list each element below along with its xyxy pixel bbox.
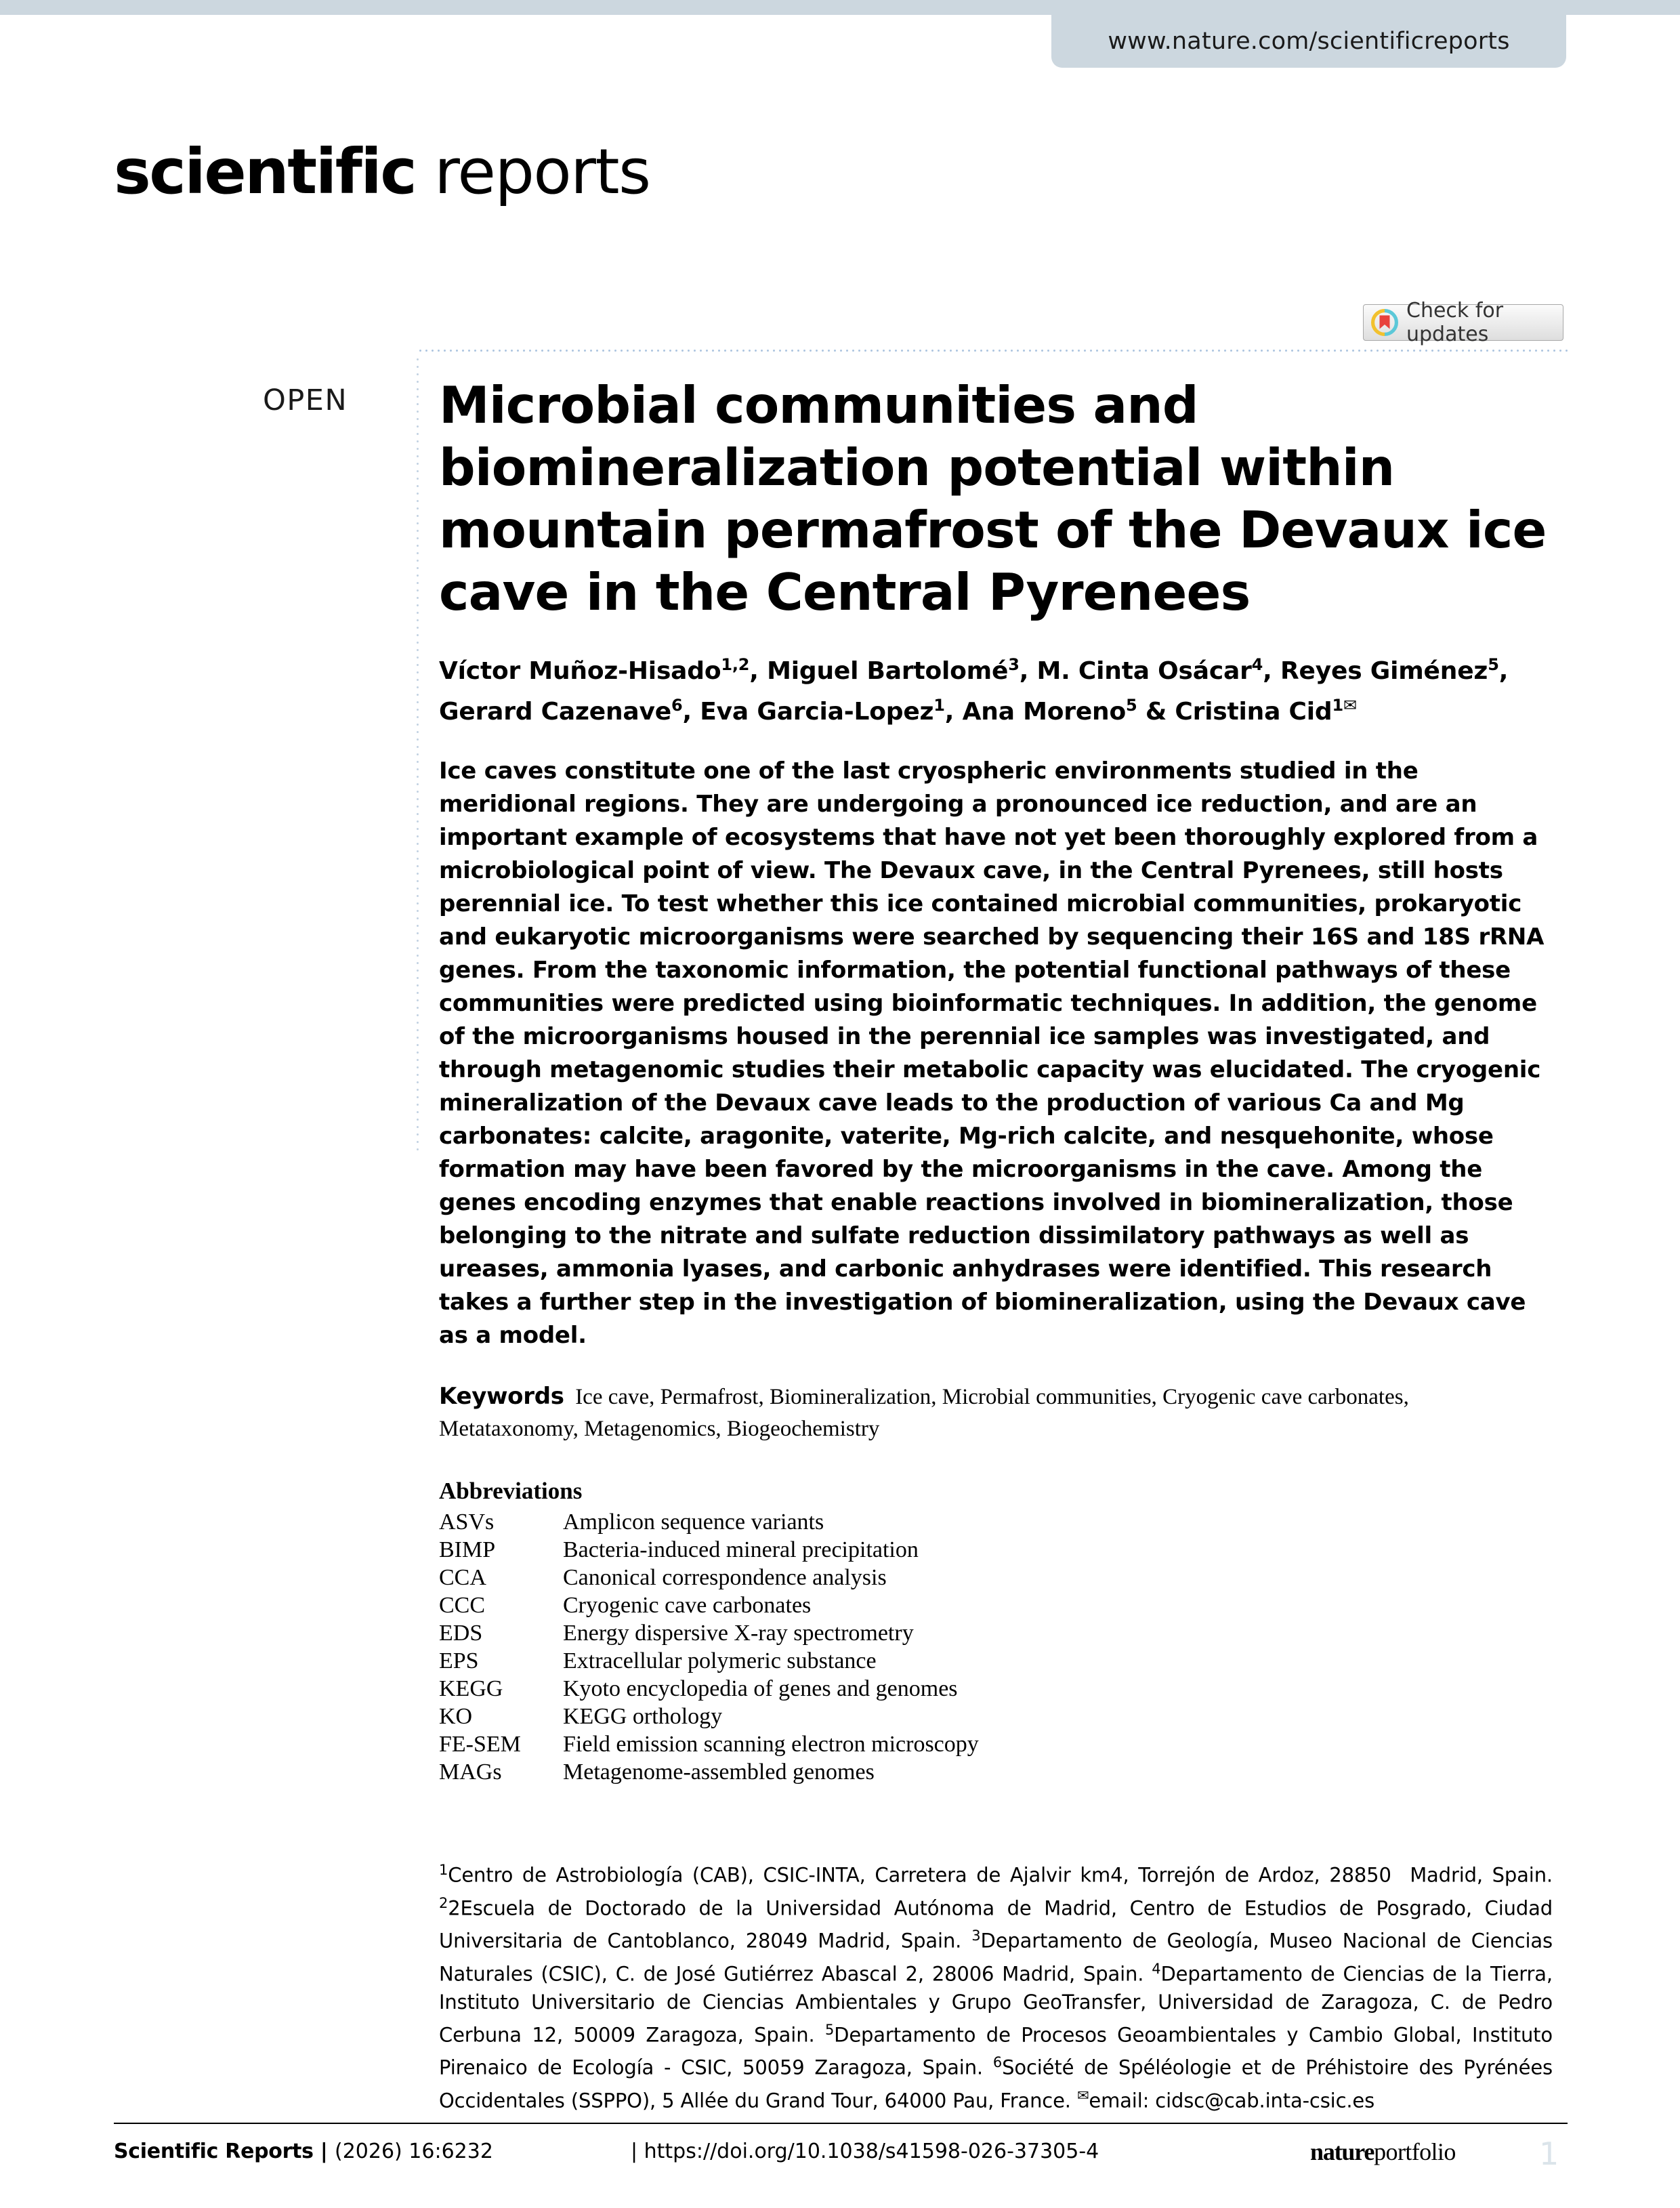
banner-top-fill xyxy=(0,0,1680,15)
abbreviations-table-body xyxy=(439,1508,979,1786)
check-for-updates-label: Check for updates xyxy=(1406,299,1504,346)
abbreviation-key: BIMP xyxy=(439,1537,496,1562)
footer-doi-link[interactable]: | https://doi.org/10.1038/s41598-026-37305-4 xyxy=(631,2140,1099,2163)
journal-url-banner xyxy=(1051,15,1566,68)
page-title: Microbial communities and biomineralization potential within mountain permafrost of the Devaux ice cave in the Central Pyrenees xyxy=(439,375,1547,622)
abbreviation-key: MAGs xyxy=(439,1759,502,1785)
abbreviation-row xyxy=(439,1564,979,1591)
abbreviation-value: Kyoto encyclopedia of genes and genomes xyxy=(563,1676,958,1701)
abbreviation-key: KEGG xyxy=(439,1676,503,1701)
abbreviation-row xyxy=(439,1758,979,1786)
abbreviations-section xyxy=(439,1478,1550,1786)
abbreviation-key: CCC xyxy=(439,1593,486,1618)
abbreviation-value: Field emission scanning electron microscopy xyxy=(563,1732,979,1757)
journal-url-text: www.nature.com/scientificreports xyxy=(1108,28,1510,55)
abbreviation-value: Energy dispersive X-ray spectrometry xyxy=(563,1621,914,1646)
open-access-label: OPEN xyxy=(263,383,348,417)
abbreviation-value: KEGG orthology xyxy=(563,1704,723,1729)
abbreviation-value: Canonical correspondence analysis xyxy=(563,1565,887,1590)
abbreviation-value: Bacteria-induced mineral precipitation xyxy=(563,1537,919,1562)
check-for-updates-button[interactable] xyxy=(1363,299,1563,346)
sidebar-dotted-rule xyxy=(417,356,419,1152)
abbreviation-row xyxy=(439,1591,979,1619)
abbreviation-row xyxy=(439,1703,979,1730)
abbreviation-key: EPS xyxy=(439,1648,479,1673)
journal-logo-bold: scientific xyxy=(114,136,416,208)
keywords-heading: Keywords xyxy=(439,1383,564,1410)
page-footer xyxy=(114,2136,1591,2173)
nature-portfolio-logo-light: portfolio xyxy=(1374,2138,1456,2165)
abbreviation-value: Metagenome-assembled genomes xyxy=(563,1759,875,1785)
article-header xyxy=(439,374,1550,1786)
header-dotted-rule xyxy=(417,350,1569,352)
nature-portfolio-logo-bold: nature xyxy=(1310,2138,1374,2165)
nature-portfolio-logo xyxy=(1310,2138,1456,2166)
affiliations-text: $^1$Centro de Astrobiología (CAB), CSIC-INTA, Carretera de Ajalvir km4, Torrejón de Ardoz, 28850 Madrid, Spain. $^2$2Escuela de Doctorado de la Universidad Autónoma de Madrid, Centro de Estudios de Posgrado, Ciudad Universitaria de Cantoblanco, 28049 Madrid, Spain. $^3$Departamento de Geología, Museo Nacional de Ciencias Naturales (CSIC), C. de José Gutiérrez Abascal 2, 28006 Madrid, Spain. $^4$Departamento de Ciencias de la Tierra, Instituto Universitario de Ciencias Ambientales y Grupo GeoTransfer, Universidad de Zaragoza, C. de Pedro Cerbuna 12, 50009 Zaragoza, Spain. $^5$Departamento de Procesos Geoambientales y Cambio Global, Instituto Pirenaico de Ecología - CSIC, 50059 Zaragoza, Spain. $^6$Société de Spéléologie et de Préhistoire des Pyrénées Occidentales (SSPPO), 5 Allée du Grand Tour, 64000 Pau, France. ✉email: cidsc@cab.inta-csic.es xyxy=(439,1862,1553,2112)
journal-logo xyxy=(114,136,650,208)
abbreviation-key: EDS xyxy=(439,1621,483,1646)
journal-logo-light: reports xyxy=(415,136,650,208)
abbreviation-key: KO xyxy=(439,1704,473,1729)
footer-journal-name: Scientific Reports | xyxy=(114,2140,328,2163)
footer-citation: (2026) 16:6232 xyxy=(335,2140,493,2163)
abbreviation-value: Amplicon sequence variants xyxy=(563,1509,824,1535)
abbreviation-row xyxy=(439,1536,979,1564)
abbreviation-row xyxy=(439,1730,979,1758)
abbreviation-value: Extracellular polymeric substance xyxy=(563,1648,877,1673)
author-list: Víctor Muñoz-Hisado$^{1,2}$, Miguel Bartolomé$^3$, M. Cinta Osácar$^4$, Reyes Giménez$^5$, Gerard Cazenave$^6$, Eva Garcia-Lopez$^1$, Ana Moreno$^5$ & Cristina Cid$^{1✉}$ xyxy=(439,655,1509,726)
abbreviation-key: CCA xyxy=(439,1565,486,1590)
abbreviation-row xyxy=(439,1647,979,1675)
abbreviation-key: ASVs xyxy=(439,1509,495,1535)
abbreviation-value: Cryogenic cave carbonates xyxy=(563,1593,812,1618)
page-number: 1 xyxy=(1539,2136,1559,2172)
footer-divider xyxy=(114,2123,1568,2124)
abbreviation-row xyxy=(439,1675,979,1703)
abbreviation-row xyxy=(439,1619,979,1647)
check-for-updates-icon xyxy=(1370,308,1399,337)
keywords-section xyxy=(439,1381,1550,1445)
abbreviations-table xyxy=(439,1508,979,1786)
abbreviations-heading: Abbreviations xyxy=(439,1478,583,1504)
keywords-list: Ice cave, Permafrost, Biomineralization, Microbial communities, Cryogenic cave carbonates, Metataxonomy, Metagenomics, Biogeochemistry xyxy=(439,1385,1409,1441)
abbreviation-row xyxy=(439,1508,979,1536)
abbreviation-key: FE-SEM xyxy=(439,1732,521,1757)
abstract-text: Ice caves constitute one of the last cryospheric environments studied in the meridional regions. They are undergoing a pronounced ice reduction, and are an important example of ecosystems that have not yet been thoroughly explored from a microbiological point of view. The Devaux cave, in the Central Pyrenees, still hosts perennial ice. To test whether this ice contained microbial communities, prokaryotic and eukaryotic microorganisms were searched by sequencing their 16S and 18S rRNA genes. From the taxonomic information, the potential functional pathways of these communities were predicted using bioinformatic techniques. In addition, the genome of the microorganisms housed in the perennial ice samples was investigated, and through metagenomic studies their metabolic capacity was elucidated. The cryogenic mineralization of the Devaux cave leads to the production of various Ca and Mg carbonates: calcite, aragonite, vaterite, Mg-rich calcite, and nesquehonite, whose formation may have been favored by the microorganisms in the cave. Among the genes encoding enzymes that enable reactions involved in biomineralization, those belonging to the nitrate and sulfate reduction dissimilatory pathways as well as ureases, ammonia lyases, and carbonic anhydrases were identified. This research takes a further step in the investigation of biomineralization, using the Devaux cave as a model. xyxy=(439,757,1545,1349)
